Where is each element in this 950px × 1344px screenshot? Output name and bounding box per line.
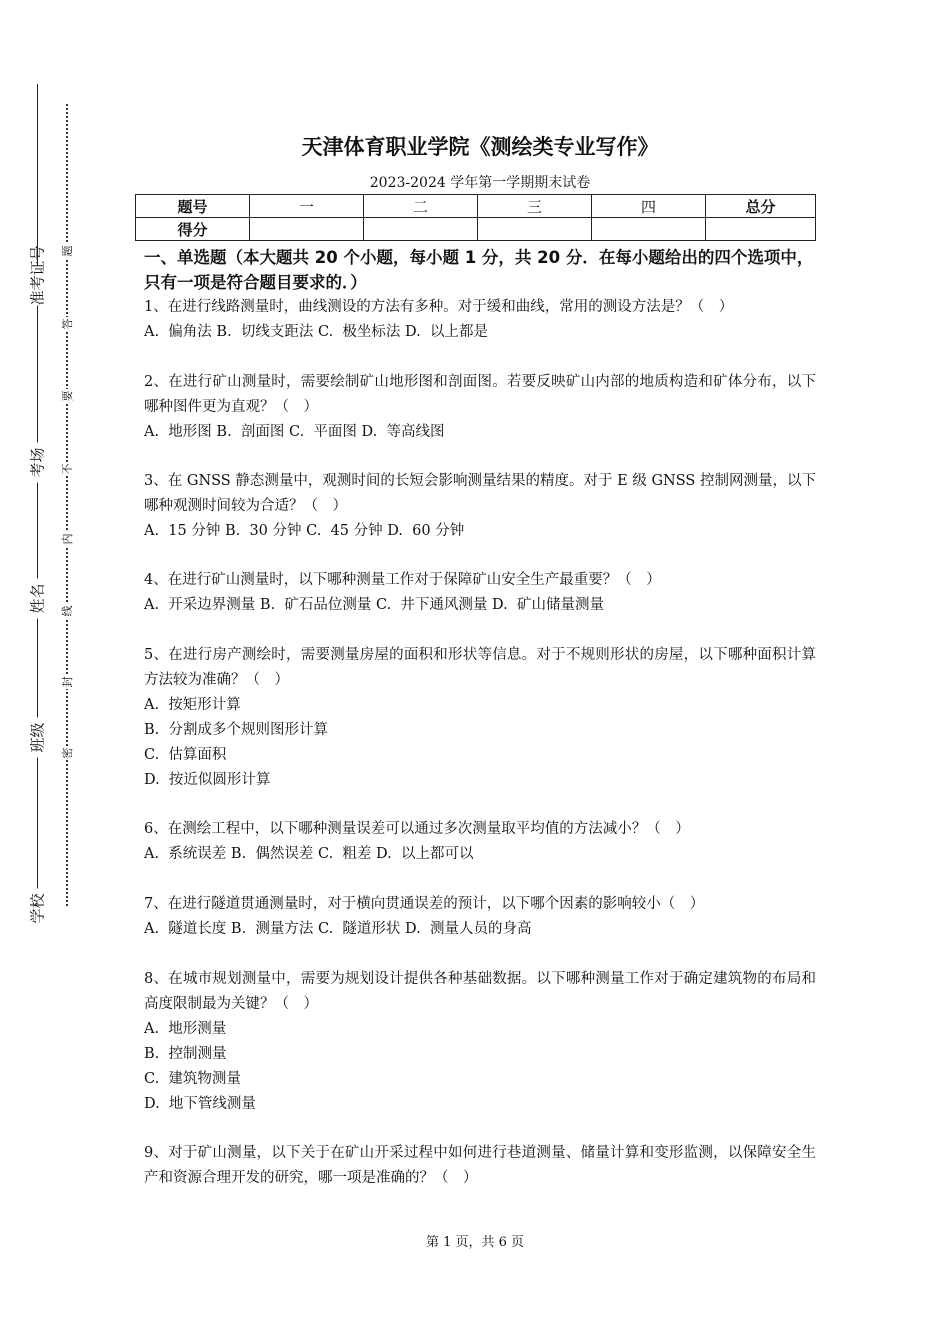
question-options: A. 系统误差 B. 偶然误差 C. 粗差 D. 以上都可以: [144, 846, 474, 862]
question-text: 7、在进行隧道贯通测量时，对于横向贯通误差的预计，以下哪个因素的影响较小（ ）: [144, 896, 705, 912]
question-option: D. 按近似圆形计算: [144, 772, 271, 788]
margin-label-exam-number: 准考证号: [28, 245, 47, 306]
score-input-cell: [364, 218, 478, 241]
question-2: [144, 370, 816, 445]
question-4: [144, 568, 816, 618]
question-text: 5、在进行房产测绘时，需要测量房屋的面积和形状等信息。对于不规则形状的房屋，以下哪种面积计算方法较为准确？（ ）: [144, 647, 816, 688]
question-options: A. 地形图 B. 剖面图 C. 平面图 D. 等高线图: [144, 424, 445, 440]
margin-label-class: 班级: [27, 718, 48, 758]
question-8: [144, 967, 816, 1117]
score-input-cell: [478, 218, 592, 241]
seal-char: 题: [61, 245, 74, 257]
score-cell: 四: [592, 195, 706, 218]
question-option: A. 按矩形计算: [144, 697, 241, 713]
score-cell: 二: [364, 195, 478, 218]
question-text: 4、在进行矿山测量时，以下哪种测量工作对于保障矿山安全生产最重要？（ ）: [144, 572, 661, 588]
margin-label-exam-room: 考场: [27, 443, 48, 483]
score-table-score-row: [136, 218, 816, 241]
binding-dotted-line: [66, 104, 68, 906]
question-text: 9、对于矿山测量，以下关于在矿山开采过程中如何进行巷道测量、储量计算和变形监测，以保障安全生产和资源合理开发的研究，哪一项是准确的？（ ）: [144, 1145, 816, 1186]
question-5: [144, 643, 816, 793]
question-text: 8、在城市规划测量中，需要为规划设计提供各种基础数据。以下哪种测量工作对于确定建筑物的布局和高度限制最为关键？（ ）: [144, 971, 816, 1012]
question-options: A. 偏角法 B. 切线支距法 C. 极坐标法 D. 以上都是: [144, 324, 488, 340]
score-table-header-row: [136, 195, 816, 218]
score-cell: 题号: [136, 195, 250, 218]
question-7: [144, 892, 816, 942]
exam-subtitle: 2023-2024 学年第一学期期末试卷: [369, 175, 591, 191]
section-heading: 一、单选题（本大题共 20 个小题，每小题 1 分，共 20 分．在每小题给出的四个选项中，只有一项是符合题目要求的．）: [144, 248, 814, 292]
question-option: B. 分割成多个规则图形计算: [144, 722, 328, 738]
score-input-cell: [706, 218, 816, 241]
margin-label-name: 姓名: [27, 579, 48, 619]
question-option: C. 估算面积: [144, 747, 227, 763]
question-text: 1、在进行线路测量时，曲线测设的方法有多种。对于缓和曲线，常用的测设方法是？（ ）: [144, 299, 734, 315]
question-6: [144, 817, 816, 867]
question-option: C. 建筑物测量: [144, 1071, 241, 1087]
seal-char: 封: [61, 676, 74, 688]
question-option: D. 地下管线测量: [144, 1096, 256, 1112]
question-option: A. 地形测量: [144, 1021, 227, 1037]
seal-char: 内: [61, 533, 74, 545]
score-cell: 总分: [706, 195, 816, 218]
question-options: A. 隧道长度 B. 测量方法 C. 隧道形状 D. 测量人员的身高: [144, 921, 532, 937]
seal-char: 要: [61, 390, 74, 402]
seal-char: 答: [61, 318, 74, 330]
binding-solid-line: [37, 84, 38, 922]
question-text: 3、在 GNSS 静态测量中，观测时间的长短会影响测量结果的精度。对于 E 级 GNSS 控制网测量，以下哪种观测时间较为合适？（ ）: [144, 473, 816, 514]
question-options: A. 开采边界测量 B. 矿石品位测量 C. 井下通风测量 D. 矿山储量测量: [144, 597, 604, 613]
seal-char: 线: [61, 605, 74, 617]
score-table: [135, 194, 816, 241]
question-9: [144, 1141, 816, 1191]
seal-char: 密: [61, 747, 74, 759]
margin-label-school: 学校: [27, 889, 48, 929]
question-text: 6、在测绘工程中，以下哪种测量误差可以通过多次测量取平均值的方法减小？（ ）: [144, 821, 690, 837]
question-text: 2、在进行矿山测量时，需要绘制矿山地形图和剖面图。若要反映矿山内部的地质构造和矿体分布，以下哪种图件更为直观？（ ）: [144, 374, 816, 415]
page-number: 第 1 页，共 6 页: [425, 1235, 525, 1250]
score-cell: 得分: [136, 218, 250, 241]
exam-title: 天津体育职业学院《测绘类专业写作》: [301, 135, 659, 159]
seal-char: 不: [61, 463, 74, 475]
question-options: A. 15 分钟 B. 30 分钟 C. 45 分钟 D. 60 分钟: [144, 523, 465, 539]
score-input-cell: [592, 218, 706, 241]
score-cell: 一: [250, 195, 364, 218]
score-input-cell: [250, 218, 364, 241]
question-option: B. 控制测量: [144, 1046, 227, 1062]
question-3: [144, 469, 816, 544]
question-1: [144, 295, 816, 345]
score-cell: 三: [478, 195, 592, 218]
